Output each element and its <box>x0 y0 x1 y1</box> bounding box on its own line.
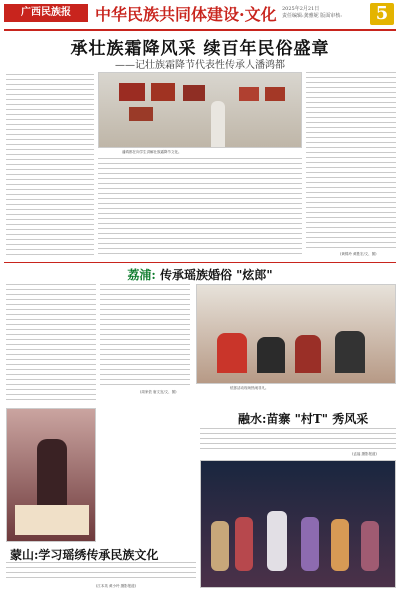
second-photo <box>196 284 396 384</box>
model-figure <box>361 521 379 571</box>
date: 2025年2月21日 <box>282 6 320 12</box>
exhibit-frame <box>119 83 145 101</box>
masthead <box>0 0 400 28</box>
dancer-figure <box>295 335 321 373</box>
lead-text-column-3 <box>306 72 396 252</box>
lead-byline: (黄锦玲 黄胜宏/文、图) <box>340 252 377 256</box>
second-byline: (周家依 唐文宜/文、图) <box>140 390 177 394</box>
mengshan-photo <box>6 408 96 542</box>
exhibit-frame <box>151 83 175 101</box>
lead-text-column-1 <box>6 74 94 258</box>
embroidery-cloth <box>15 505 89 535</box>
mengshan-text <box>6 562 196 582</box>
crowd-figure <box>257 337 285 373</box>
section-divider <box>4 262 396 263</box>
second-text-column-2 <box>100 284 190 388</box>
second-headline-prefix: 荔浦: <box>127 268 156 282</box>
mengshan-headline: 蒙山:学习瑶绣传承民族文化 <box>10 548 159 562</box>
lead-photo <box>98 72 302 148</box>
lead-headline: 承壮族霜降风采 续百年民俗盛章 <box>70 39 330 59</box>
model-figure <box>211 521 229 571</box>
dancer-figure <box>217 333 247 373</box>
rongshui-photo <box>200 460 396 588</box>
rongshui-headline: 融水:苗寨 "村T" 秀风采 <box>238 412 369 426</box>
exhibit-frame <box>183 85 205 101</box>
second-headline <box>0 266 400 283</box>
model-figure <box>301 517 319 571</box>
exhibit-frame <box>265 87 285 101</box>
second-photo-caption: 炫郎活动现场热闹非凡。 <box>230 386 269 390</box>
rongshui-byline: (孟福 摄影报道) <box>352 452 377 456</box>
model-figure <box>331 519 349 571</box>
masthead-rule <box>4 29 396 31</box>
page-meta <box>282 6 367 20</box>
exhibit-frame <box>239 87 259 101</box>
model-figure <box>267 511 287 571</box>
second-headline-text: 传承瑶族婚俗 "炫郎" <box>159 268 273 282</box>
lead-subtitle: ——记壮族霜降节代表性传承人潘鸿都 <box>115 60 285 71</box>
exhibit-frame <box>129 107 153 121</box>
crowd-figure <box>335 331 365 373</box>
person-figure <box>211 101 225 147</box>
section-tag: 广西民族报 <box>4 4 88 22</box>
model-figure <box>235 517 253 571</box>
editors: 责任编辑:龚雅妮 版面审核: <box>282 13 342 19</box>
lead-photo-caption: 潘鸿都在向学生讲解壮族霜降节文化。 <box>122 150 182 154</box>
lead-text-column-2 <box>98 158 302 258</box>
mengshan-byline: (江本英 黄小玲 摄影报道) <box>96 584 136 588</box>
page-number: 5 <box>370 3 394 25</box>
rongshui-text <box>200 428 396 452</box>
page-title: 中华民族共同体建设·文化 <box>95 5 277 24</box>
second-text-column-1 <box>6 284 96 404</box>
